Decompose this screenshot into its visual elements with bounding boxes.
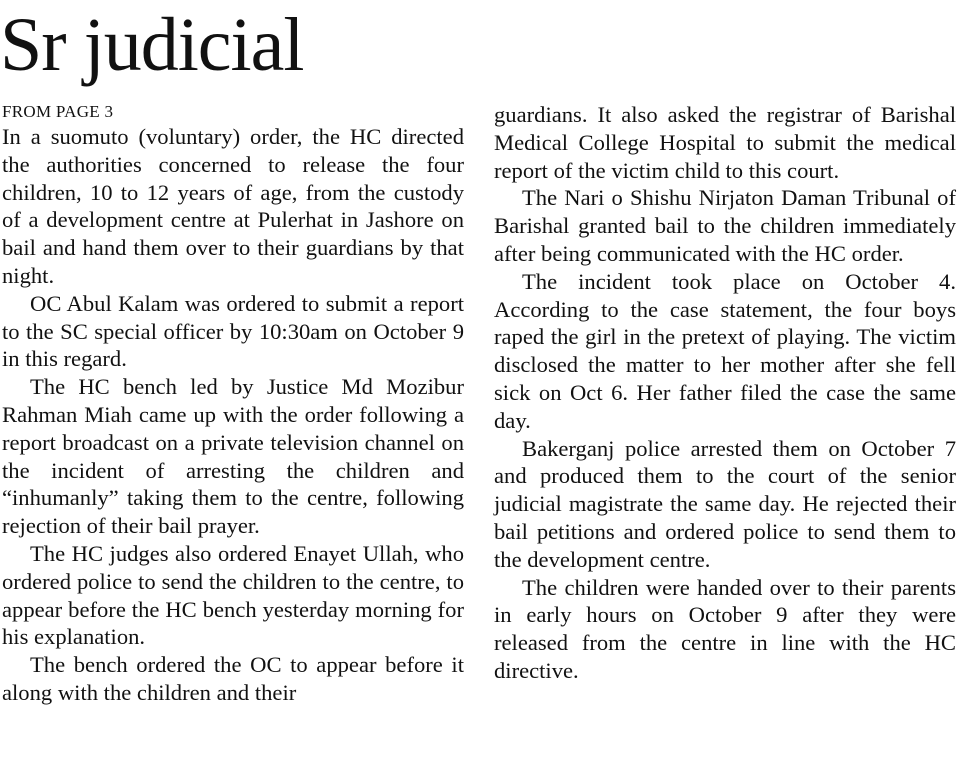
paragraph: The children were handed over to their parents in early hours on October 9 after they were released from the centre in line with the HC directive.	[494, 574, 956, 683]
paragraph: OC Abul Kalam was ordered to submit a report to the SC special officer by 10:30am on October 9 in this regard.	[2, 290, 464, 372]
paragraph: In a suomuto (voluntary) order, the HC directed the authorities concerned to release the four children, 10 to 12 years of age, from the custody of a development centre at Pulerhat in Jashore on bail and hand them over to their guardians by that night.	[2, 124, 464, 288]
continued-from-label: FROM PAGE 3	[2, 102, 114, 121]
paragraph: The HC bench led by Justice Md Mozibur Rahman Miah came up with the order following a report broadcast on a private television channel on the incident of arresting the children and “inhumanly” taking them to the centre, following rejection of their bail prayer.	[2, 374, 464, 539]
paragraph: The bench ordered the OC to appear before it along with the children and their	[2, 652, 464, 705]
headline: Sr judicial	[0, 3, 304, 87]
paragraph: The HC judges also ordered Enayet Ullah, who ordered police to send the children to the centre, to appear before the HC bench yesterday morning for his explanation.	[2, 540, 464, 650]
paragraph: guardians. It also asked the registrar of Barishal Medical College Hospital to submit the medical report of the victim child to this court.	[494, 102, 956, 183]
left-column	[2, 123, 464, 707]
paragraph: The Nari o Shishu Nirjaton Daman Tribunal of Barishal granted bail to the children immediately after being communicated with the HC order.	[494, 185, 956, 266]
paragraph: The incident took place on October 4. According to the case statement, the four boys raped the girl in the pretext of playing. The victim disclosed the matter to her mother after she fell sick on Oct 6. Her father filed the case the same day.	[494, 268, 956, 433]
paragraph: Bakerganj police arrested them on October 7 and produced them to the court of the senior judicial magistrate the same day. He rejected their bail petitions and ordered police to send them to the development centre.	[494, 435, 956, 572]
right-column	[494, 101, 956, 685]
